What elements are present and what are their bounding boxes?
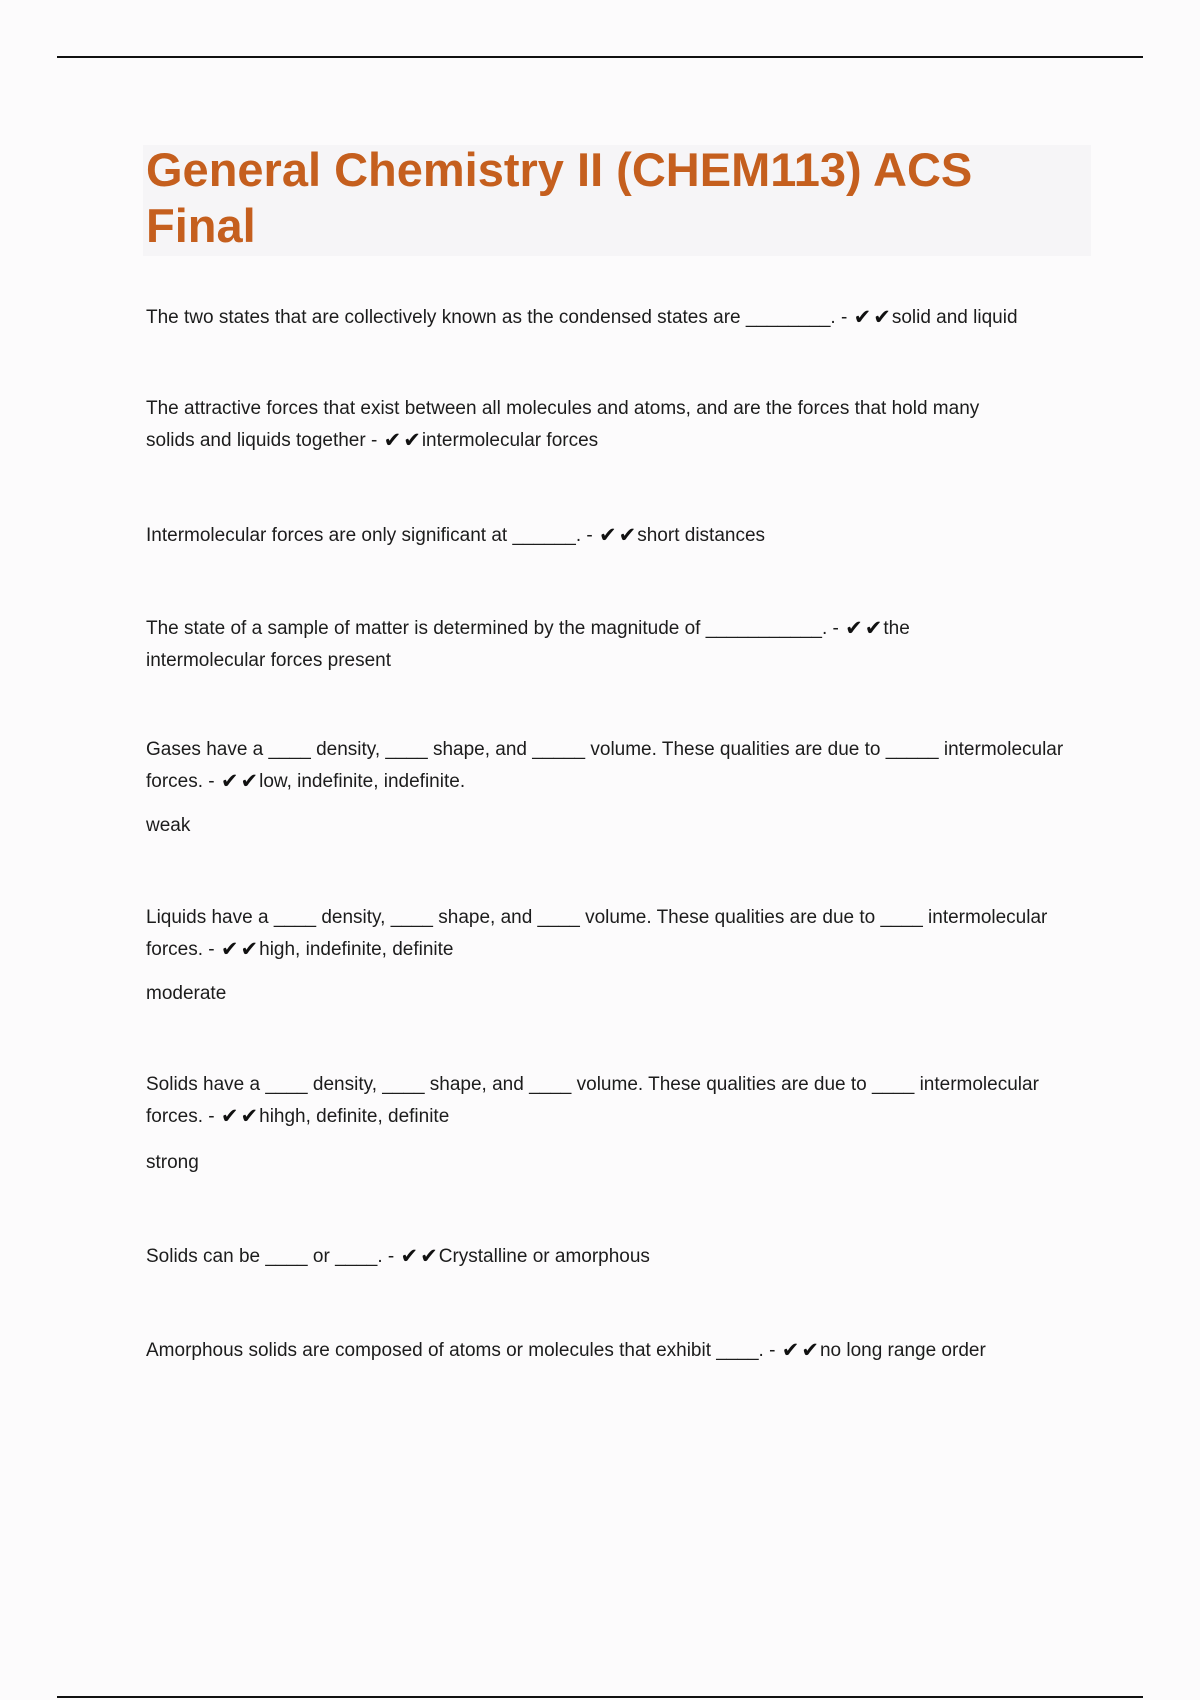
answer-text: intermolecular forces present — [146, 650, 391, 671]
check-icon: ✔ — [873, 305, 891, 329]
qa-item-gases — [146, 734, 1091, 842]
question-text: Solids can be ____ or ____. - — [146, 1246, 395, 1267]
check-icon: ✔ — [383, 428, 402, 452]
answer-text: the — [883, 618, 910, 639]
check-icon: ✔ — [220, 769, 239, 793]
check-icon: ✔ — [420, 1244, 438, 1268]
question-text: The attractive forces that exist between all molecules and atoms, and are the forces that hold many — [146, 398, 980, 419]
question-text: Liquids have a ____ density, ____ shape, and ____ volume. These qualities are due to ____ intermolecular — [146, 907, 1048, 928]
check-icon: ✔ — [400, 1244, 419, 1268]
qa-question-line — [146, 1101, 1091, 1133]
document-title: General Chemistry II (CHEM113) ACS Final — [146, 143, 973, 252]
footer-rule — [57, 1696, 1143, 1698]
qa-question-line — [146, 1241, 1091, 1273]
check-icon: ✔ — [781, 1338, 800, 1362]
question-text: solids and liquids together - — [146, 430, 378, 451]
answer-text: high, indefinite, definite — [259, 939, 454, 960]
answer-extra-text: weak — [146, 815, 191, 836]
qa-question-line — [146, 613, 1091, 645]
answer-text: low, indefinite, indefinite. — [259, 771, 466, 792]
qa-item-solids — [146, 1069, 1091, 1179]
qa-question-line — [146, 934, 1091, 966]
question-text: The two states that are collectively known as the condensed states are ________. - — [146, 307, 848, 328]
qa-item-significant-at — [146, 520, 1091, 552]
question-text: forces. - — [146, 771, 215, 792]
question-text: The state of a sample of matter is determined by the magnitude of ___________. - — [146, 618, 839, 639]
qa-item-state-of-matter — [146, 613, 1091, 677]
check-icon: ✔ — [853, 305, 872, 329]
qa-item-solids-types — [146, 1241, 1091, 1273]
answer-extra-text: moderate — [146, 983, 227, 1004]
answer-text: intermolecular forces — [421, 430, 599, 451]
question-text: forces. - — [146, 939, 215, 960]
question-text: forces. - — [146, 1106, 215, 1127]
answer-text: hihgh, definite, definite — [259, 1106, 450, 1127]
qa-item-intermolecular-forces — [146, 393, 1091, 457]
check-icon: ✔ — [240, 937, 259, 961]
answer-text: short distances — [637, 525, 766, 546]
check-icon: ✔ — [618, 523, 637, 547]
question-text: Intermolecular forces are only significant at ______. - — [146, 525, 593, 546]
header-rule — [57, 56, 1143, 58]
qa-question-line — [146, 1335, 1091, 1367]
qa-question-line — [146, 520, 1091, 552]
check-icon: ✔ — [403, 428, 421, 452]
check-icon: ✔ — [801, 1338, 819, 1362]
check-icon: ✔ — [845, 616, 863, 640]
qa-item-condensed-states — [146, 302, 1091, 334]
answer-text: Crystalline or amorphous — [438, 1246, 650, 1267]
qa-question-line — [146, 302, 1091, 334]
check-icon: ✔ — [240, 1104, 259, 1128]
answer-text: no long range order — [819, 1340, 986, 1361]
qa-item-amorphous — [146, 1335, 1091, 1367]
check-icon: ✔ — [864, 616, 883, 640]
check-icon: ✔ — [599, 523, 617, 547]
qa-item-liquids — [146, 902, 1091, 1010]
qa-question-line — [146, 766, 1091, 798]
question-text: Solids have a ____ density, ____ shape, and ____ volume. These qualities are due to ____ intermolecular — [146, 1074, 1039, 1095]
check-icon: ✔ — [240, 769, 259, 793]
question-text: Amorphous solids are composed of atoms or molecules that exhibit ____. - — [146, 1340, 776, 1361]
answer-extra-text: strong — [146, 1152, 199, 1173]
check-icon: ✔ — [220, 1104, 239, 1128]
question-text: Gases have a ____ density, ____ shape, and _____ volume. These qualities are due to _____ intermolecular — [146, 739, 1064, 760]
qa-question-line — [146, 425, 1091, 457]
check-icon: ✔ — [220, 937, 239, 961]
answer-text: solid and liquid — [891, 307, 1018, 328]
